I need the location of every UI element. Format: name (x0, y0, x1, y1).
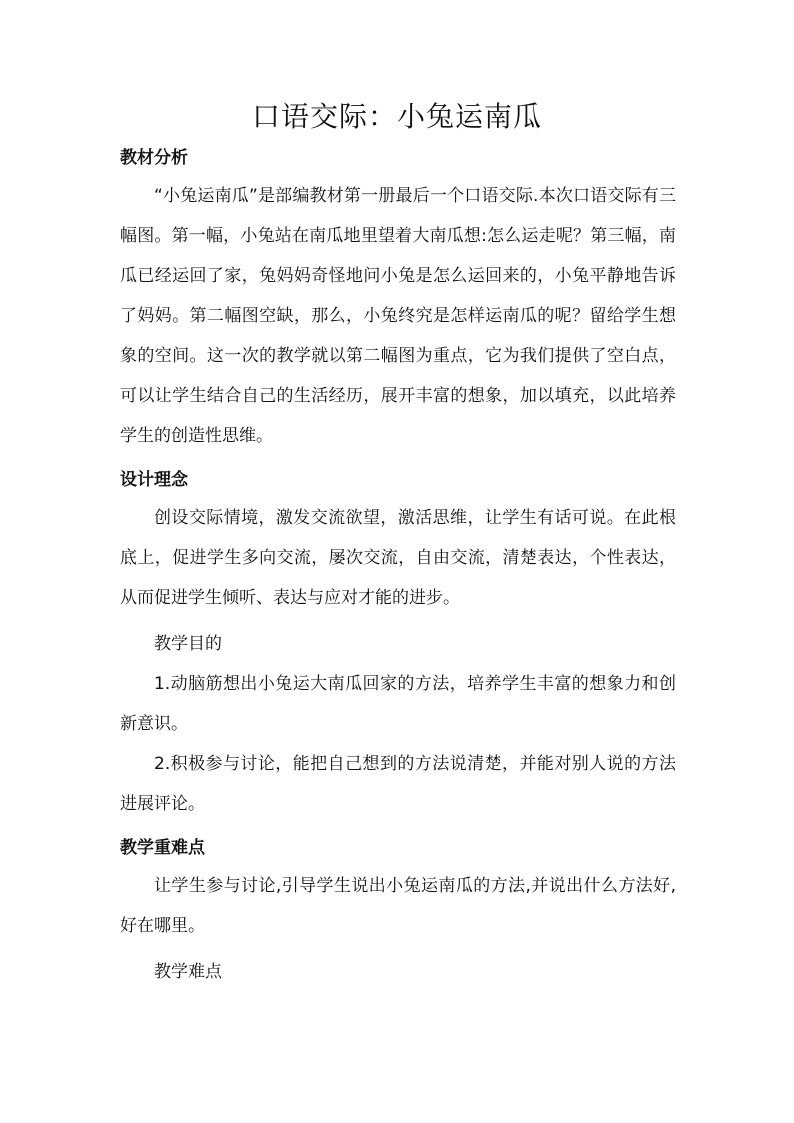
section-heading-materials-analysis: 教材分析 (120, 148, 188, 168)
document-body (120, 140, 676, 992)
section-heading-teaching-goals: 教学目的 (154, 634, 222, 654)
section-heading-teaching-difficulties: 教学难点 (154, 962, 222, 982)
section-paragraph-design-concept: 创设交际情境，激发交流欲望，激活思维，让学生有话可说。在此根底上，促进学生多向交流，屡次交流，自由交流，清楚表达，个性表达，从而促进学生倾听、表达与应对才能的进步。 (120, 508, 676, 608)
teaching-goal-item: 2.积极参与讨论，能把自己想到的方法说清楚，并能对别人说的方法进展评论。 (120, 754, 676, 814)
section-paragraph-key-difficulties: 让学生参与讨论,引导学生说出小兔运南瓜的方法,并说出什么方法好,好在哪里。 (120, 876, 676, 936)
teaching-goal-item: 1.动脑筋想出小兔运大南瓜回家的方法，培养学生丰富的想象力和创新意识。 (120, 674, 676, 734)
section-heading-design-concept: 设计理念 (120, 470, 188, 490)
document-title: 口语交际：小兔运南瓜 (251, 100, 542, 133)
section-paragraph-materials-analysis: “小兔运南瓜”是部编教材第一册最后一个口语交际.本次口语交际有三幅图。第一幅，小兔站在南瓜地里望着大南瓜想:怎么运走呢？第三幅，南瓜已经运回了家，兔妈妈奇怪地问小兔是怎么运回来的，小兔平静地告诉了妈妈。第二幅图空缺，那么，小兔终究是怎样运南瓜的呢？留给学生想象的空间。这一次的教学就以第二幅图为重点，它为我们提供了空白点，可以让学生结合自己的生活经历，展开丰富的想象，加以填充，以此培养学生的创造性思维。 (120, 186, 676, 446)
section-heading-key-difficulties: 教学重难点 (120, 838, 205, 858)
